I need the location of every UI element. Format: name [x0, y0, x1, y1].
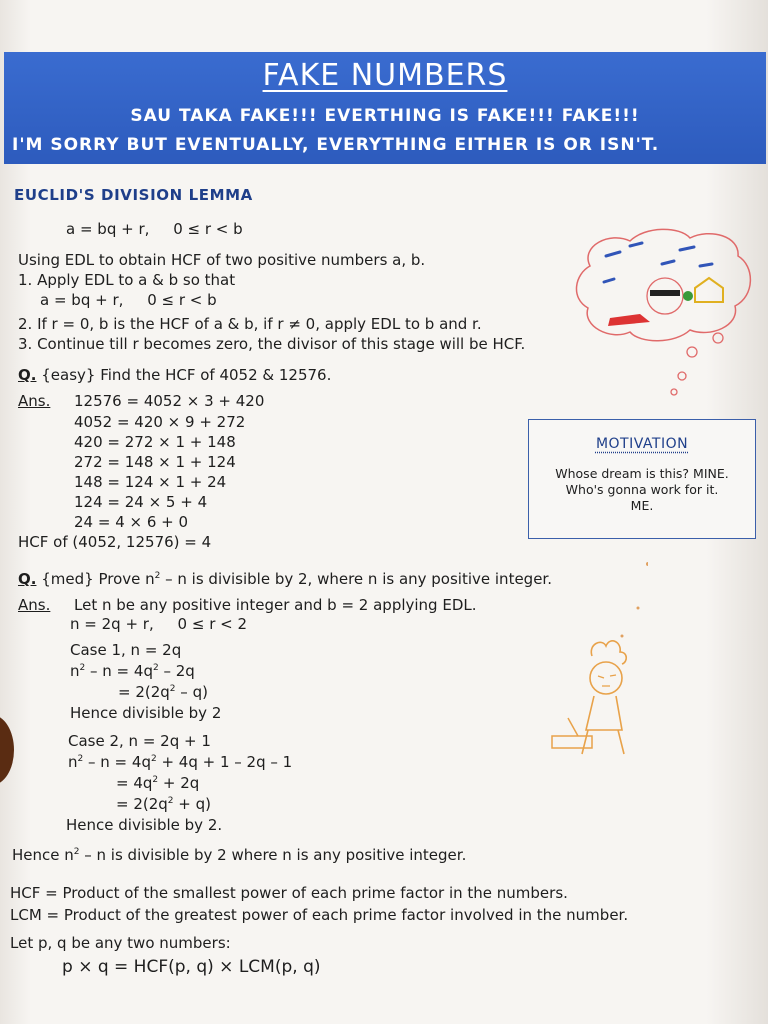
lemma-formula: a = bq + r, 0 ≤ r < b [66, 220, 243, 238]
motivation-title: MOTIVATION [595, 436, 689, 452]
answer-1-line: 272 = 148 × 1 + 124 [74, 453, 236, 471]
step-3: 3. Continue till r becomes zero, the divisor of this stage will be HCF. [18, 335, 526, 353]
case-1-step: = $2(2q^2 - q)$ [118, 683, 208, 701]
case-2-result: Hence divisible by 2. [66, 816, 223, 834]
conclusion-start: Hence n [12, 846, 74, 864]
case-2-heading: Case 2, n = 2q + 1 [68, 732, 211, 750]
case-1-result: Hence divisible by 2 [70, 704, 222, 722]
intro-text: Using EDL to obtain HCF of two positive numbers a, b. [18, 251, 426, 269]
hcf-text: = Product of the smallest power of each prime factor in the numbers. [40, 884, 568, 902]
motivation-line: Whose dream is this? MINE. [555, 466, 729, 481]
conclusion-end: – n is divisible by 2 where n is any positive integer. [79, 846, 467, 864]
header-banner [4, 52, 766, 164]
let-statement: Let p, q be any two numbers: [10, 934, 231, 952]
answer-1-line: 24 = 4 × 6 + 0 [74, 513, 189, 531]
answer-2-label: Ans. [18, 596, 51, 614]
hcf-lcm-formula: p × q = HCF(p, q) × LCM(p, q) [62, 957, 321, 977]
lcm-definition [10, 906, 628, 924]
hcf-definition [10, 884, 568, 902]
question-2-label: Q. [18, 570, 37, 588]
answer-1-result: HCF of (4052, 12576) = 4 [18, 533, 212, 551]
case-2-step: = $4q^2 + 2q$ [116, 774, 200, 792]
motivation-body [529, 466, 755, 514]
answer-1-label: Ans. [18, 392, 51, 410]
hcf-term: HCF [10, 884, 41, 902]
section-title: EUCLID'S DIVISION LEMMA [14, 186, 253, 204]
answer-1-line: 148 = 124 × 1 + 24 [74, 473, 227, 491]
answer-1-line: 420 = 272 × 1 + 148 [74, 433, 236, 451]
motivation-line: ME. [630, 498, 654, 513]
question-1 [18, 366, 331, 384]
exponent: 2 [154, 571, 161, 581]
motivation-line: Who's gonna work for it. [565, 482, 719, 497]
header-subtitle-1: SAU TAKA FAKE!!! EVERTHING IS FAKE!!! FAKE!!! [130, 106, 640, 126]
answer-1-line: 12576 = 4052 × 3 + 420 [74, 392, 265, 410]
question-1-text: {easy} Find the HCF of 4052 & 12576. [41, 366, 332, 384]
answer-2-setup: n = 2q + r, 0 ≤ r < 2 [70, 615, 248, 633]
exponent: 2 [73, 847, 80, 857]
answer-1-line: 124 = 24 × 5 + 4 [74, 493, 208, 511]
question-2-text-end: – n is divisible by 2, where n is any positive integer. [160, 570, 552, 588]
conclusion [12, 846, 466, 864]
step-1: 1. Apply EDL to a & b so that [18, 271, 236, 289]
case-2-step: = $2(2q^2 + q)$ [116, 795, 212, 813]
case-1-step: $n^2 - n = 4q^2 - 2q$ [70, 662, 195, 680]
case-1-heading: Case 1, n = 2q [70, 641, 182, 659]
motivation-box [528, 419, 756, 539]
header-subtitle-2: I'M SORRY BUT EVENTUALLY, EVERYTHING EITHER IS OR ISN'T. [12, 135, 660, 155]
case-2-step: $n^2 - n = 4q^2 + 4q + 1 - 2q - 1$ [68, 753, 293, 771]
answer-2-text: Let n be any positive integer and b = 2 applying EDL. [74, 596, 477, 614]
answer-1-line: 4052 = 420 × 9 + 272 [74, 413, 246, 431]
lcm-text: = Product of the greatest power of each prime factor involved in the number. [41, 906, 629, 924]
question-2 [18, 570, 552, 588]
question-1-label: Q. [18, 366, 37, 384]
question-2-text: {med} Prove n [41, 570, 155, 588]
step-1-formula: a = bq + r, 0 ≤ r < b [40, 291, 217, 309]
step-2: 2. If r = 0, b is the HCF of a & b, if r ≠ 0, apply EDL to b and r. [18, 315, 482, 333]
lcm-term: LCM [10, 906, 42, 924]
page-title: FAKE NUMBERS [262, 58, 508, 93]
thought-bubble-icon [570, 226, 760, 406]
student-drawing-icon [548, 556, 648, 776]
